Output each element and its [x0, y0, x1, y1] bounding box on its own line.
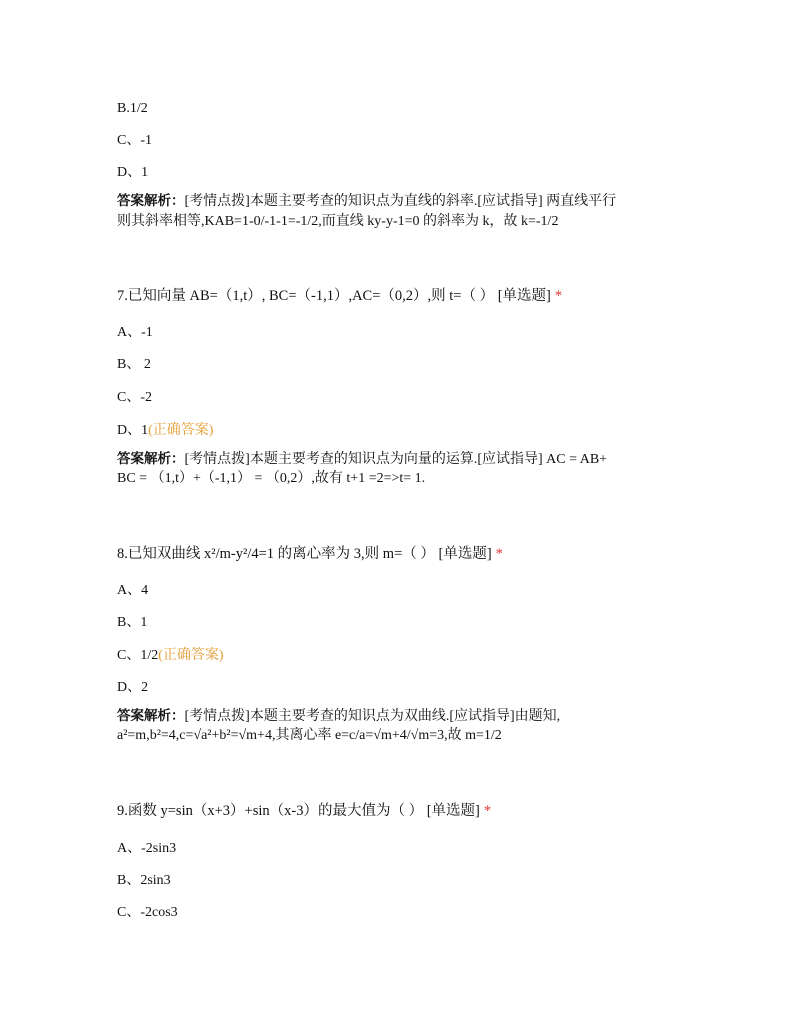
prev-option-d[interactable] [117, 164, 148, 182]
required-mark: * [495, 546, 503, 562]
option-text: C、-1 [117, 133, 152, 148]
question-text: 8.已知双曲线 x²/m-y²/4=1 的离心率为 3,则 m=（ ） [单选题] [117, 546, 492, 562]
q7-option-b[interactable] [117, 356, 151, 374]
option-text: B、2sin3 [117, 873, 171, 888]
q8-option-a[interactable] [117, 582, 148, 600]
question-7-title [117, 287, 562, 305]
prev-option-b[interactable] [117, 100, 148, 118]
question-text: 7.已知向量 AB=（1,t）, BC=（-1,1）,AC=（0,2）,则 t=（ ） [单选题] [117, 288, 551, 304]
correct-answer-tag: (正确答案) [148, 423, 214, 438]
q9-option-b[interactable] [117, 872, 171, 890]
correct-answer-tag: (正确答案) [158, 648, 224, 663]
question-text: 9.函数 y=sin（x+3）+sin（x-3）的最大值为（ ） [单选题] [117, 803, 480, 819]
q7-analysis-line-1 [117, 450, 607, 469]
option-text: D、1 [117, 165, 149, 180]
q8-option-b[interactable] [117, 614, 147, 632]
analysis-text: [考情点拨]本题主要考查的知识点为向量的运算.[应试指导] AC = AB+ [184, 452, 608, 467]
q8-analysis-line-2 [117, 727, 502, 745]
q7-option-a[interactable] [117, 324, 153, 342]
option-text: A、-2sin3 [117, 841, 177, 856]
q9-option-c[interactable] [117, 904, 178, 922]
required-mark: * [554, 288, 563, 304]
option-text: A、-1 [117, 325, 153, 340]
option-text: B、 2 [117, 357, 151, 372]
option-text: B、1 [117, 615, 148, 630]
analysis-text: 则其斜率相等,KAB=1-0/-1-1=-1/2,而直线 ky-y-1=0 的斜率为 k，故 k=-1/2 [117, 214, 559, 229]
analysis-text: BC = （1,t）+（-1,1） = （0,2）,故有 t+1 =2=>t= 1. [117, 471, 426, 486]
question-8-title [117, 545, 503, 563]
required-mark: * [483, 803, 492, 819]
q9-option-a[interactable] [117, 840, 176, 858]
q8-option-c[interactable] [117, 647, 224, 665]
analysis-text: [考情点拨]本题主要考查的知识点为直线的斜率.[应试指导] 两直线平行 [184, 194, 617, 209]
analysis-text: [考情点拨]本题主要考查的知识点为双曲线.[应试指导]由题知, [184, 709, 561, 724]
option-text: A、4 [117, 583, 149, 598]
q8-option-d[interactable] [117, 679, 148, 697]
question-9-title [117, 802, 491, 820]
q8-analysis-line-1 [117, 707, 560, 726]
prev-analysis-line-2 [117, 213, 558, 231]
option-text: B.1/2 [117, 101, 148, 116]
option-text: C、-2cos3 [117, 905, 178, 920]
option-text: C、1/2 [117, 648, 159, 663]
analysis-label: 答案解析： [117, 451, 185, 467]
option-text: C、-2 [117, 390, 152, 405]
q7-option-d[interactable] [117, 422, 213, 440]
prev-analysis-line-1 [117, 192, 616, 211]
q7-analysis-line-2 [117, 470, 425, 488]
prev-option-c[interactable] [117, 132, 152, 150]
analysis-text: a²=m,b²=4,c=√a²+b²=√m+4,其离心率 e=c/a=√m+4/√m=3,故 m=1/2 [117, 728, 502, 743]
analysis-label: 答案解析： [117, 193, 185, 209]
option-text: D、1 [117, 423, 149, 438]
option-text: D、2 [117, 680, 149, 695]
q7-option-c[interactable] [117, 389, 152, 407]
analysis-label: 答案解析： [117, 708, 185, 724]
